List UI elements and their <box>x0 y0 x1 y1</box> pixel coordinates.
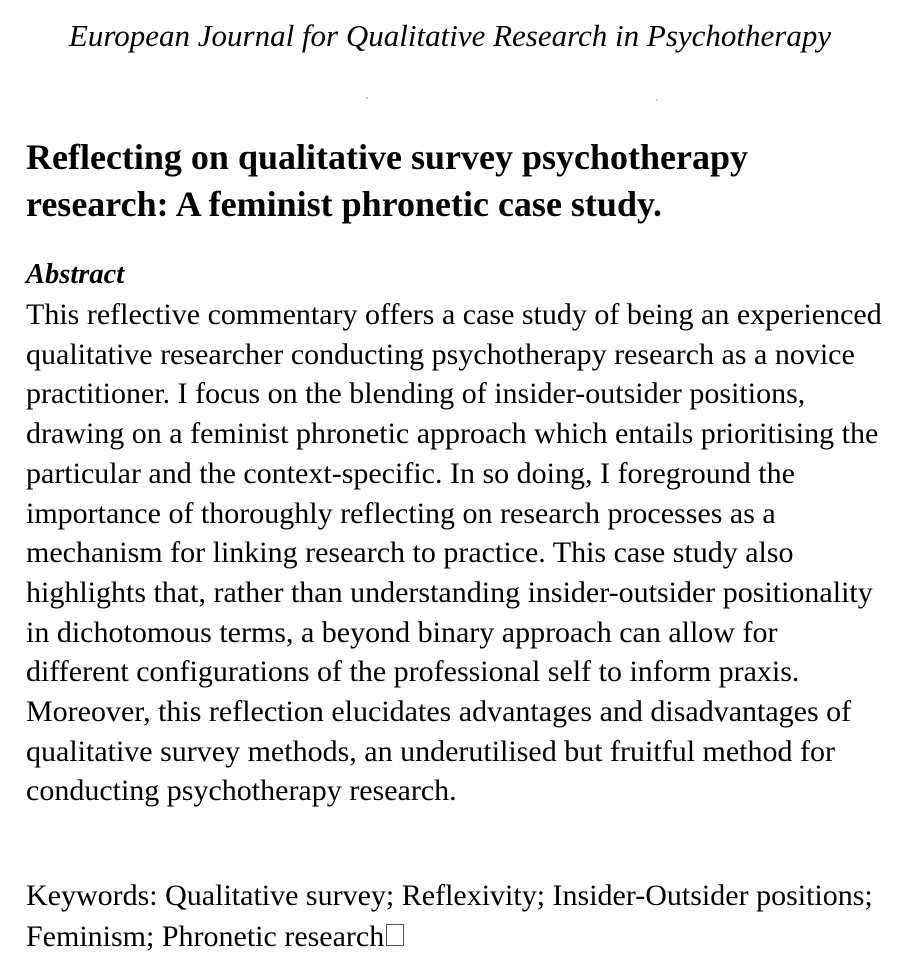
missing-glyph-box-icon <box>386 924 404 946</box>
scan-speck <box>656 99 658 101</box>
scan-speck <box>366 97 368 99</box>
journal-header: European Journal for Qualitative Research in Psychotherapy <box>68 18 832 53</box>
keywords-text: Keywords: Qualitative survey; Reflexivity; Insider-Outsider positions; Feminism; Phronetic research <box>26 879 873 953</box>
abstract-body: This reflective commentary offers a case study of being an experienced qualitative researcher conducting psychotherapy research as a novice practitioner. I focus on the blending of insider-outsider positions, drawing on a feminist phronetic approach which entails prioritising the particular and the context-specific. In so doing, I foreground the importance of thoroughly reflecting on research processes as a mechanism for linking research to practice. This case study also highlights that, rather than understanding insider-outsider positionality in dichotomous terms, a beyond binary approach can allow for different configurations of the professional self to inform praxis. Moreover, this reflection elucidates advantages and disadvantages of qualitative survey methods, an underutilised but fruitful method for conducting psychotherapy research. <box>26 298 882 808</box>
keywords-line <box>26 875 886 957</box>
article-title: Reflecting on qualitative survey psychotherapy research: A feminist phronetic case study. <box>26 137 748 224</box>
abstract-heading: Abstract <box>26 259 125 290</box>
abstract-section <box>26 255 886 811</box>
